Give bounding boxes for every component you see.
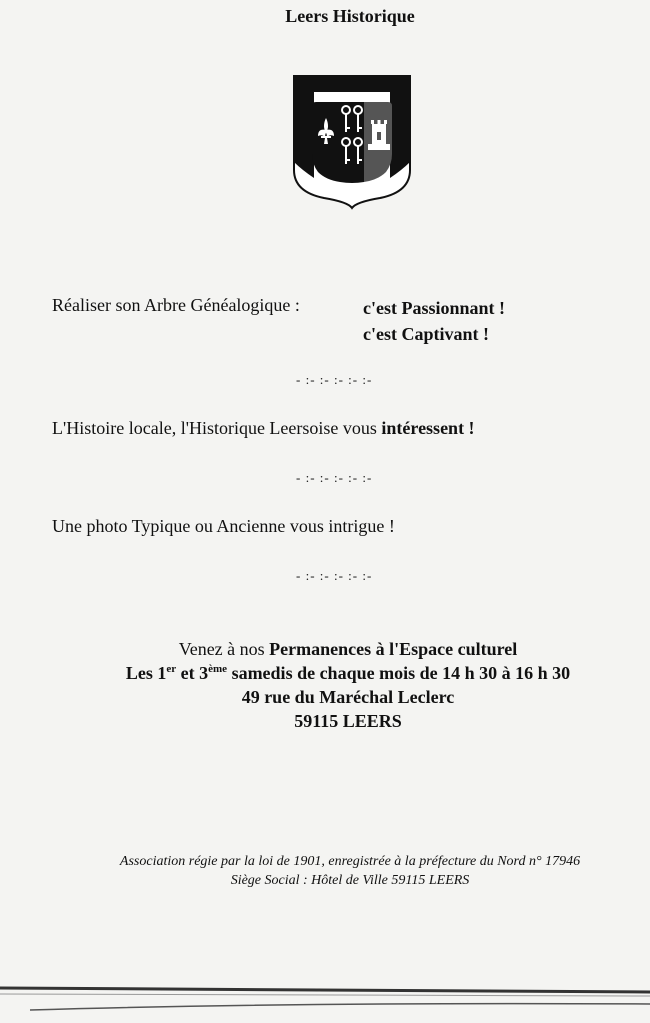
coat-of-arms-icon <box>292 74 412 210</box>
venue-sup-er: er <box>166 663 177 675</box>
venue-block <box>0 637 650 733</box>
paper-edge <box>0 980 650 1023</box>
venue-schedule-b: et 3 <box>176 663 209 683</box>
venue-schedule-a: Les 1 <box>125 663 167 683</box>
photo-line: Une photo Typique ou Ancienne vous intrigue ! <box>52 516 395 536</box>
venue-city: 59115 LEERS <box>294 711 402 731</box>
footer <box>0 852 650 890</box>
separator: - :- :- :- :- :- <box>296 470 373 485</box>
venue-place: Permanences à l'Espace culturel <box>269 639 518 659</box>
venue-line-2 <box>0 661 650 685</box>
venue-schedule-c: samedis de chaque mois de 14 h 30 à 16 h 30 <box>227 663 571 683</box>
venue-sup-eme: ème <box>208 663 228 675</box>
separator: - :- :- :- :- :- <box>296 568 373 583</box>
page-title: Leers Historique <box>285 6 415 26</box>
tagline-label: Réaliser son Arbre Généalogique : <box>52 295 300 315</box>
tagline-passionnant: c'est Passionnant ! <box>363 298 506 318</box>
separator: - :- :- :- :- :- <box>296 372 373 387</box>
history-line-emphasis: intéressent ! <box>381 418 475 438</box>
venue-intro: Venez à nos <box>178 639 270 659</box>
history-line-text: L'Histoire locale, l'Historique Leersoise vous <box>52 418 382 438</box>
tagline-captivant: c'est Captivant ! <box>363 324 489 344</box>
footer-association: Association régie par la loi de 1901, enregistrée à la préfecture du Nord n° 17946 <box>119 854 581 869</box>
tagline-exclamations <box>363 295 505 347</box>
venue-line-1 <box>0 637 650 661</box>
venue-address: 49 rue du Maréchal Leclerc <box>241 687 455 707</box>
footer-siege: Siège Social : Hôtel de Ville 59115 LEERS <box>230 873 470 888</box>
history-line <box>52 418 475 439</box>
